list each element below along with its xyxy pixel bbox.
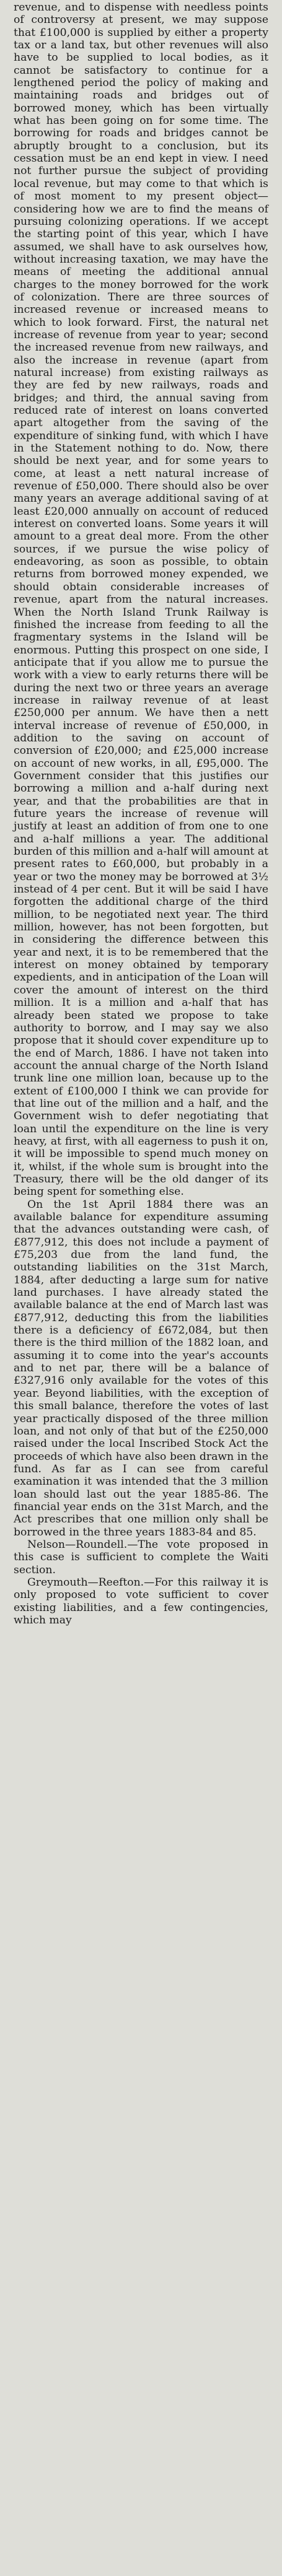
article-paragraph: Nelson—Roundell.—The vote proposed in this case is sufficient to complete the Waiti section. <box>14 1538 268 1576</box>
article-paragraph: Greymouth—Reefton.—For this railway it is only proposed to vote sufficient to cover existing liabilities, and a few contingencies, which may <box>14 1576 268 1626</box>
article-paragraph: revenue, and to dispense with needless points of controversy at present, we may suppose that £100,000 is supplied by either a property tax or a land tax, but other revenues will also have to be supplied to local bodies, as it cannot be satisfactory to continue for a lengthened period the policy of making and maintaining roads and bridges out of borrowed money, which has been virtually what has been going on for some time. The borrowing for roads and bridges cannot be abruptly brought to a conclusion, but its cessation must be an end kept in view. I need not further pursue the subject of providing local revenue, but may come to that which is of most moment to my present object—considering how we are to find the means of pursuing colonizing operations. If we accept the starting point of this year, which I have assumed, we shall have to ask ourselves how, without increasing taxation, we may have the means of meeting the additional annual charges to the money borrowed for the work of colonization. There are three sources of increased revenue or increased means to which to look forward. First, the natural net increase of revenue from year to year; second the increased revenue from new railways, and also the increase in revenue (apart from natural increase) from existing railways as they are fed by new railways, roads and bridges; and third, the annual saving from reduced rate of interest on loans converted apart altogether from the saving of the expenditure of sinking fund, with which I have in the Statement nothing to do. Now, there should be next year, and for some years to come, at least a nett natural increase of revenue of £50,000. There should also be over many years an average additional saving of at least £20,000 annually on account of reduced interest on converted loans. Some years it will amount to a great deal more. From the other sources, if we pursue the wise policy of endeavoring, as soon as possible, to obtain returns from borrowed money expended, we should obtain considerable increases of revenue, apart from the natural increases. When the North Island Trunk Railway is finished the increase from feeding to all the fragmentary systems in the Island will be enormous. Putting this prospect on one side, I anticipate that if you allow me to pursue the work with a view to early returns there will be during the next two or three years an average increase in railway revenue of at least £250,000 per annum. We have then a nett interval increase of revenue of £50,000, in addition to the saving on account of conversion of £20,000; and £25,000 increase on account of new works, in all, £95,000. The Government consider that this justifies our borrowing a million and a-half during next year, and that the probabilities are that in future years the increase of revenue will justify at least an addition of from one to one and a-half millions a year. The additional burden of this million and a-half will amount at present rates to £60,000, but probably in a year or two the money may be borrowed at 3½ instead of 4 per cent. But it will be said I have forgotten the additional charge of the third million, to be negotiated next year. The third million, however, has not been forgotten, but in considering the difference between this year and next, it is to be remembered that the interest on money obtained by temporary expedients, and in anticipation of the Loan will cover the amount of interest on the third million. It is a million and a-half that has already been stated we propose to take authority to borrow, and I may say we also propose that it should cover expenditure up to the end of March, 1886. I have not taken into account the annual charge of the North Island trunk line one million loan, because up to the extent of £100,000 I think we can provide for that line out of the million and a half, and the Government wish to defer negotiating that loan until the expenditure on the line is very heavy, at first, with all eagerness to push it on, it will be impossible to spend much money on it, whilst, if the whole sum is brought into the Treasury, there will be the old danger of its being spent for something else. <box>14 1 268 1198</box>
article-column <box>14 1 268 1626</box>
article-paragraph: On the 1st April 1884 there was an available balance for expenditure assuming that the advances outstanding were cash, of £877,912, this does not include a payment of £75,203 due from the land fund, the outstanding liabilities on the 31st March, 1884, after deducting a large sum for native land purchases. I have already stated the available balance at the end of March last was £877,912, deducting this from the liabilities there is a deficiency of £672,084, but then there is the third million of the 1882 loan, and assuming it to come into the year's accounts and to net par, there will be a balance of £327,916 only available for the votes of this year. Beyond liabilities, with the exception of this small balance, therefore the votes of last year practically disposed of the three million loan, and not only of that but of the £250,000 raised under the local Inscribed Stock Act the proceeds of which have also been drawn in the fund. As far as I can see from careful examination it was intended that the 3 million loan should last out the year 1885-86. The financial year ends on the 31st March, and the Act prescribes that one million only shall be borrowed in the three years 1883-84 and 85. <box>14 1198 268 1539</box>
